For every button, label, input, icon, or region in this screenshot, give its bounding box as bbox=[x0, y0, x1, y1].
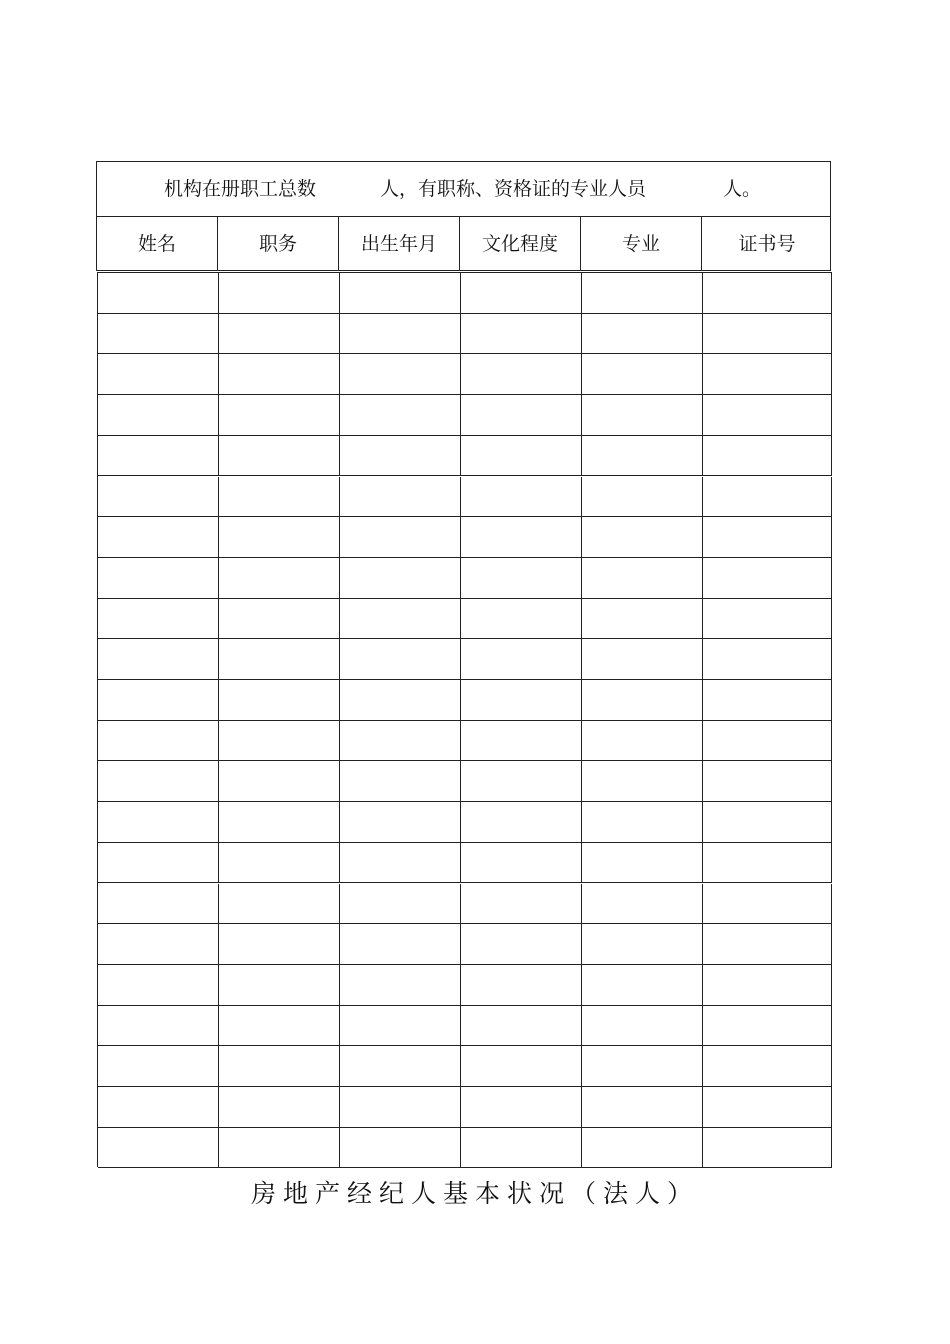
table-cell[interactable] bbox=[98, 354, 219, 395]
table-cell[interactable] bbox=[582, 1128, 703, 1169]
table-cell[interactable] bbox=[582, 680, 703, 721]
table-cell[interactable] bbox=[703, 721, 832, 762]
table-cell[interactable] bbox=[461, 395, 582, 436]
table-cell[interactable] bbox=[98, 558, 219, 599]
table-cell[interactable] bbox=[340, 354, 461, 395]
table-cell[interactable] bbox=[703, 1046, 832, 1087]
table-row bbox=[98, 558, 832, 599]
table-cell[interactable] bbox=[703, 477, 832, 518]
table-cell[interactable] bbox=[703, 680, 832, 721]
table-cell[interactable] bbox=[582, 273, 703, 314]
table-cell[interactable] bbox=[703, 1006, 832, 1047]
table-row bbox=[98, 680, 832, 721]
table-cell[interactable] bbox=[340, 1006, 461, 1047]
table-cell[interactable] bbox=[219, 802, 340, 843]
table-row bbox=[98, 436, 832, 477]
table-cell[interactable] bbox=[703, 599, 832, 640]
table-cell[interactable] bbox=[98, 1006, 219, 1047]
table-cell[interactable] bbox=[461, 924, 582, 965]
table-cell[interactable] bbox=[219, 1087, 340, 1128]
table-cell[interactable] bbox=[340, 721, 461, 762]
table-cell[interactable] bbox=[98, 273, 219, 314]
table-cell[interactable] bbox=[219, 599, 340, 640]
table-cell[interactable] bbox=[340, 1087, 461, 1128]
table-cell[interactable] bbox=[219, 1046, 340, 1087]
table-row bbox=[98, 965, 832, 1006]
table-cell[interactable] bbox=[219, 477, 340, 518]
table-cell[interactable] bbox=[98, 477, 219, 518]
table-cell[interactable] bbox=[703, 1128, 832, 1169]
table-cell[interactable] bbox=[461, 1087, 582, 1128]
table-cell[interactable] bbox=[703, 639, 832, 680]
table-cell[interactable] bbox=[340, 843, 461, 884]
table-cell[interactable] bbox=[461, 436, 582, 477]
table-cell[interactable] bbox=[703, 802, 832, 843]
table-cell[interactable] bbox=[461, 599, 582, 640]
table-cell[interactable] bbox=[98, 599, 219, 640]
table-cell[interactable] bbox=[340, 273, 461, 314]
table-cell[interactable] bbox=[98, 1087, 219, 1128]
table-cell[interactable] bbox=[582, 558, 703, 599]
page-title: 房地产经纪人基本状况（法人） bbox=[250, 1179, 699, 1208]
table-cell[interactable] bbox=[461, 1006, 582, 1047]
table-cell[interactable] bbox=[340, 477, 461, 518]
table-cell[interactable] bbox=[582, 1087, 703, 1128]
staff-count-summary bbox=[97, 162, 830, 217]
table-cell[interactable] bbox=[582, 965, 703, 1006]
table-cell[interactable] bbox=[98, 843, 219, 884]
table-cell[interactable] bbox=[703, 1087, 832, 1128]
table-cell[interactable] bbox=[219, 517, 340, 558]
table-cell[interactable] bbox=[461, 761, 582, 802]
table-cell[interactable] bbox=[219, 884, 340, 925]
table-cell[interactable] bbox=[703, 558, 832, 599]
table-cell[interactable] bbox=[461, 721, 582, 762]
table-cell[interactable] bbox=[582, 843, 703, 884]
table-cell[interactable] bbox=[340, 680, 461, 721]
table-cell[interactable] bbox=[582, 599, 703, 640]
table-cell[interactable] bbox=[582, 884, 703, 925]
table-row bbox=[98, 354, 832, 395]
table-cell[interactable] bbox=[461, 843, 582, 884]
table-cell[interactable] bbox=[340, 761, 461, 802]
table-cell[interactable] bbox=[219, 761, 340, 802]
table-cell[interactable] bbox=[461, 965, 582, 1006]
table-cell[interactable] bbox=[98, 1046, 219, 1087]
table-cell[interactable] bbox=[340, 599, 461, 640]
staff-summary-table-header bbox=[96, 161, 831, 271]
table-cell[interactable] bbox=[461, 802, 582, 843]
table-row bbox=[98, 1006, 832, 1047]
table-cell[interactable] bbox=[461, 477, 582, 518]
table-cell[interactable] bbox=[703, 761, 832, 802]
table-cell[interactable] bbox=[582, 761, 703, 802]
table-cell[interactable] bbox=[219, 680, 340, 721]
table-cell[interactable] bbox=[461, 639, 582, 680]
table-cell[interactable] bbox=[461, 558, 582, 599]
table-row bbox=[98, 1046, 832, 1087]
table-cell[interactable] bbox=[340, 924, 461, 965]
staff-entry-grid bbox=[97, 272, 832, 1167]
column-header-certificate-no: 证书号 bbox=[738, 233, 796, 255]
table-cell[interactable] bbox=[582, 354, 703, 395]
table-cell[interactable] bbox=[340, 965, 461, 1006]
table-cell[interactable] bbox=[98, 761, 219, 802]
table-cell[interactable] bbox=[219, 924, 340, 965]
table-row bbox=[98, 314, 832, 355]
table-row bbox=[98, 884, 832, 925]
summary-text-total-staff: 机构在册职工总数 bbox=[164, 178, 317, 200]
table-cell[interactable] bbox=[219, 558, 340, 599]
table-cell[interactable] bbox=[340, 1046, 461, 1087]
table-cell[interactable] bbox=[582, 721, 703, 762]
table-cell[interactable] bbox=[340, 884, 461, 925]
table-cell[interactable] bbox=[582, 639, 703, 680]
table-row bbox=[98, 477, 832, 518]
table-cell[interactable] bbox=[98, 314, 219, 355]
table-cell[interactable] bbox=[219, 354, 340, 395]
table-row bbox=[98, 843, 832, 884]
summary-text-end: 人。 bbox=[723, 178, 762, 200]
table-cell[interactable] bbox=[340, 517, 461, 558]
table-cell[interactable] bbox=[340, 802, 461, 843]
table-cell[interactable] bbox=[340, 436, 461, 477]
table-cell[interactable] bbox=[703, 965, 832, 1006]
table-row bbox=[98, 761, 832, 802]
table-cell[interactable] bbox=[461, 680, 582, 721]
table-row bbox=[98, 924, 832, 965]
table-cell[interactable] bbox=[340, 558, 461, 599]
table-cell[interactable] bbox=[582, 1006, 703, 1047]
table-cell[interactable] bbox=[582, 395, 703, 436]
table-cell[interactable] bbox=[703, 273, 832, 314]
column-header-name: 姓名 bbox=[97, 217, 218, 271]
table-row bbox=[98, 395, 832, 436]
column-header-education: 文化程度 bbox=[460, 217, 581, 271]
table-cell[interactable] bbox=[219, 843, 340, 884]
table-cell[interactable] bbox=[703, 436, 832, 477]
table-row bbox=[98, 721, 832, 762]
column-header-row bbox=[97, 217, 830, 271]
column-header-birth-date: 出生年月 bbox=[339, 217, 460, 271]
table-cell[interactable] bbox=[219, 721, 340, 762]
table-cell[interactable] bbox=[98, 436, 219, 477]
table-cell[interactable] bbox=[703, 843, 832, 884]
table-row bbox=[98, 1087, 832, 1128]
table-row bbox=[98, 802, 832, 843]
table-cell[interactable] bbox=[461, 354, 582, 395]
table-cell[interactable] bbox=[703, 314, 832, 355]
table-cell[interactable] bbox=[340, 639, 461, 680]
table-cell[interactable] bbox=[461, 1128, 582, 1169]
table-cell[interactable] bbox=[98, 639, 219, 680]
table-cell[interactable] bbox=[461, 314, 582, 355]
table-cell[interactable] bbox=[461, 273, 582, 314]
table-cell[interactable] bbox=[219, 395, 340, 436]
table-cell[interactable] bbox=[703, 884, 832, 925]
table-cell[interactable] bbox=[98, 680, 219, 721]
table-cell[interactable] bbox=[582, 802, 703, 843]
table-cell[interactable] bbox=[703, 354, 832, 395]
table-cell[interactable] bbox=[703, 517, 832, 558]
table-cell[interactable] bbox=[461, 517, 582, 558]
table-row bbox=[98, 273, 832, 314]
table-row bbox=[98, 517, 832, 558]
table-cell[interactable] bbox=[219, 1128, 340, 1169]
table-cell[interactable] bbox=[219, 1006, 340, 1047]
table-row bbox=[98, 599, 832, 640]
table-cell[interactable] bbox=[340, 395, 461, 436]
table-cell[interactable] bbox=[582, 314, 703, 355]
table-cell[interactable] bbox=[582, 477, 703, 518]
table-cell[interactable] bbox=[98, 517, 219, 558]
table-cell[interactable] bbox=[219, 965, 340, 1006]
table-cell[interactable] bbox=[582, 436, 703, 477]
table-cell[interactable] bbox=[219, 436, 340, 477]
table-cell[interactable] bbox=[703, 395, 832, 436]
table-cell[interactable] bbox=[461, 884, 582, 925]
table-cell[interactable] bbox=[98, 965, 219, 1006]
table-cell[interactable] bbox=[340, 314, 461, 355]
column-header-major: 专业 bbox=[581, 217, 702, 271]
table-cell[interactable] bbox=[98, 721, 219, 762]
table-cell[interactable] bbox=[98, 802, 219, 843]
table-cell[interactable] bbox=[98, 1128, 219, 1169]
table-cell[interactable] bbox=[98, 884, 219, 925]
table-cell[interactable] bbox=[703, 924, 832, 965]
table-row bbox=[98, 1128, 832, 1169]
table-cell[interactable] bbox=[340, 1128, 461, 1169]
table-cell[interactable] bbox=[219, 314, 340, 355]
table-cell[interactable] bbox=[582, 1046, 703, 1087]
table-cell[interactable] bbox=[461, 1046, 582, 1087]
summary-text-professional-staff: 人，有职称、资格证的专业人员 bbox=[380, 178, 647, 200]
table-cell[interactable] bbox=[98, 924, 219, 965]
table-cell[interactable] bbox=[98, 395, 219, 436]
table-cell[interactable] bbox=[219, 639, 340, 680]
column-header-position: 职务 bbox=[218, 217, 339, 271]
table-row bbox=[98, 639, 832, 680]
table-cell[interactable] bbox=[582, 517, 703, 558]
table-cell[interactable] bbox=[582, 924, 703, 965]
table-cell[interactable] bbox=[219, 273, 340, 314]
